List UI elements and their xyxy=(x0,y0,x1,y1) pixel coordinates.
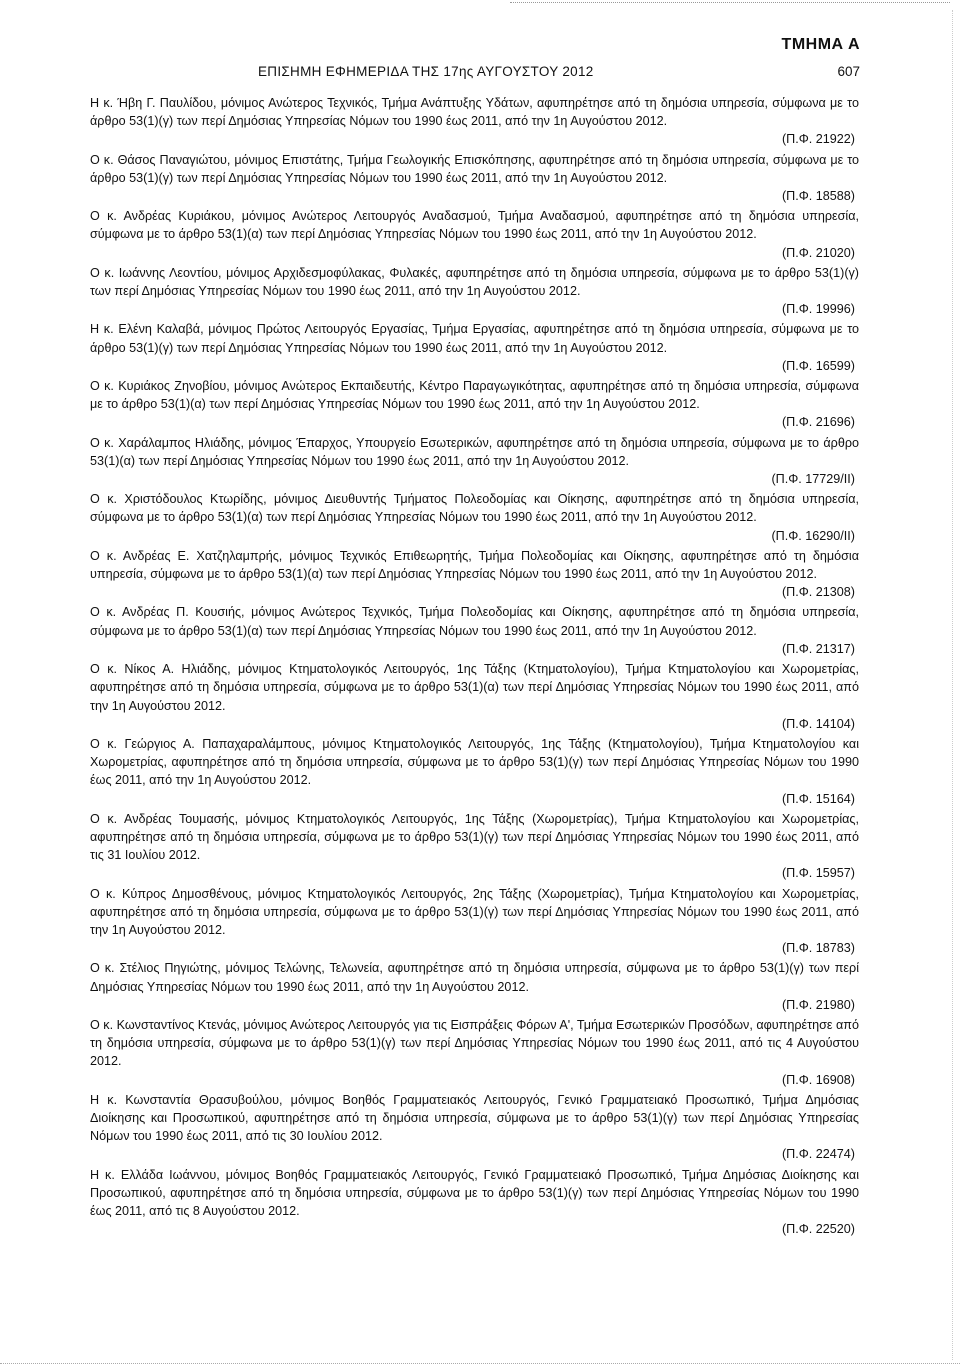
notice-text: Η κ. Κωνσταντία Θρασυβούλου, μόνιμος Βοηθός Γραμματειακός Λειτουργός, Γενικό Γραμματειακό Προσωπικό, Τμήμα Δημόσιας Διοίκησης και Προσωπικού, αφυπηρέτησε από τη δημόσια υπηρεσία, σύμφωνα με το άρθρο 53(1)(γ) των περί Δημόσιας Υπηρεσίας Νόμων του 1990 έως 2011, από τις 30 Ιουλίου 2012. xyxy=(90,1092,859,1144)
notice-entry xyxy=(90,603,859,658)
notice-text: Ο κ. Νίκος Α. Ηλιάδης, μόνιμος Κτηματολογικός Λειτουργός, 1ης Τάξης (Κτηματολογίου), Τμήμα Κτηματολογίου και Χωρομετρίας, αφυπηρέτησε από τη δημόσια υπηρεσία, σύμφωνα με το άρθρο 53(1)(α) των περί Δημόσιας Υπηρεσίας Νόμων του 1990 έως 2011, από την 1η Αυγούστου 2012. xyxy=(90,662,859,713)
file-reference: (Π.Φ. 16290/ΙΙ) xyxy=(771,528,855,543)
file-reference: (Π.Φ. 21696) xyxy=(781,415,855,430)
notice-entry xyxy=(90,959,859,1014)
notice-entry xyxy=(90,264,859,319)
notice-text: Η κ. Ελλάδα Ιωάννου, μόνιμος Βοηθός Γραμματειακός Λειτουργός, Γενικό Γραμματειακό Προσωπικό, Τμήμα Δημόσιας Διοίκησης και Προσωπικού, αφυπηρέτησε από τη δημόσια υπηρεσία, σύμφωνα με το άρθρο 53(1)(γ) των περί Δημόσιας Υπηρεσίας Νόμων του 1990 έως 2011, από τις 8 Αυγούστου 2012. xyxy=(90,1167,859,1218)
notice-entry xyxy=(90,94,859,149)
notice-text: Ο κ. Χαράλαμπος Ηλιάδης, μόνιμος Έπαρχος, Υπουργείο Εσωτερικών, αφυπηρέτησε από τη δημόσια υπηρεσία, σύμφωνα με το άρθρο 53(1)(α) των περί Δημόσιας Υπηρεσίας Νόμων του 1990 έως 2011, από την 1η Αυγούστου 2012. xyxy=(90,435,859,468)
file-reference: (Π.Φ. 19996) xyxy=(781,302,855,317)
page-number: 607 xyxy=(837,64,860,79)
scan-artifact-right xyxy=(952,10,955,1360)
file-reference: (Π.Φ. 18783) xyxy=(781,941,855,956)
notice-text: Ο κ. Κυριάκος Ζηνοβίου, μόνιμος Ανώτερος Εκπαιδευτής, Κέντρο Παραγωγικότητας, αφυπηρέτησε από τη δημόσια υπηρεσία, σύμφωνα με το άρθρο 53(1)(α) των περί Δημόσιας Υπηρεσίας Νόμων του 1990 έως 2011, από την 1η Αυγούστου 2012. xyxy=(90,379,859,412)
section-label: ΤΜΗΜΑ Α xyxy=(781,36,860,53)
file-reference: (Π.Φ. 15164) xyxy=(781,791,855,806)
file-reference: (Π.Φ. 22474) xyxy=(781,1147,855,1162)
file-reference: (Π.Φ. 16599) xyxy=(781,358,855,373)
file-reference: (Π.Φ. 18588) xyxy=(781,189,855,204)
notice-entry xyxy=(90,885,859,958)
file-reference: (Π.Φ. 21980) xyxy=(781,997,855,1012)
notice-text: Ο κ. Κύπρος Δημοσθένους, μόνιμος Κτηματολογικός Λειτουργός, 2ης Τάξης (Χωρομετρίας), Τμήμα Κτηματολογίου και Χωρομετρίας, αφυπηρέτησε από τη δημόσια υπηρεσία, σύμφωνα με το άρθρο 53(1)(γ) των περί Δημόσιας Υπηρεσίας Νόμων του 1990 έως 2011, από την 1η Αυγούστου 2012. xyxy=(90,886,859,937)
notice-text: Ο κ. Στέλιος Πηγιώτης, μόνιμος Τελώνης, Τελωνεία, αφυπηρέτησε από τη δημόσια υπηρεσία, σύμφωνα με το άρθρο 53(1)(γ) των περί Δημόσιας Υπηρεσίας Νόμων του 1990 έως 2011, από την 1η Αυγούστου 2012. xyxy=(90,961,859,994)
notice-text: Ο κ. Χριστόδουλος Κτωρίδης, μόνιμος Διευθυντής Τμήματος Πολεοδομίας και Οίκησης, αφυπηρέτησε από τη δημόσια υπηρεσία, σύμφωνα με το άρθρο 53(1)(α) των περί Δημόσιας Υπηρεσίας Νόμων του 1990 έως 2011, από την 1η Αυγούστου 2012. xyxy=(90,492,859,525)
file-reference: (Π.Φ. 21922) xyxy=(781,132,855,147)
retirement-notices xyxy=(90,94,859,1240)
notice-text: Ο κ. Γεώργιος Α. Παπαχαραλάμπους, μόνιμος Κτηματολογικός Λειτουργός, 1ης Τάξης (Κτηματολογίου), Τμήμα Κτηματολογίου και Χωρομετρίας, αφυπηρέτησε από τη δημόσια υπηρεσία, σύμφωνα με το άρθρο 53(1)(γ) των περί Δημόσιας Υπηρεσίας Νόμων του 1990 έως 2011, από την 1η Αυγούστου 2012. xyxy=(90,736,859,788)
notice-entry xyxy=(90,490,859,545)
notice-text: Ο κ. Κωνσταντίνος Κτενάς, μόνιμος Ανώτερος Λειτουργός για τις Εισπράξεις Φόρων Α', Τμήμα Εσωτερικών Προσόδων, αφυπηρέτησε από τη δημόσια υπηρεσία, σύμφωνα με το άρθρο 53(1)(γ) των περί Δημόσιας Υπηρεσίας Νόμων του 1990 έως 2011, από τις 4 Αυγούστου 2012. xyxy=(90,1017,859,1069)
page-header xyxy=(0,64,960,84)
notice-entry xyxy=(90,1016,859,1089)
scan-artifact-top xyxy=(510,2,950,6)
file-reference: (Π.Φ. 16908) xyxy=(781,1072,855,1087)
file-reference: (Π.Φ. 22520) xyxy=(781,1222,855,1237)
file-reference: (Π.Φ. 21020) xyxy=(781,245,855,260)
notice-entry xyxy=(90,151,859,206)
notice-entry xyxy=(90,1166,859,1239)
notice-text: Ο κ. Ανδρέας Κυριάκου, μόνιμος Ανώτερος Λειτουργός Αναδασμού, Τμήμα Αναδασμού, αφυπηρέτησε από τη δημόσια υπηρεσία, σύμφωνα με το άρθρο 53(1)(α) των περί Δημόσιας Υπηρεσίας Νόμων του 1990 έως 2011, από την 1η Αυγούστου 2012. xyxy=(90,209,859,242)
notice-text: Ο κ. Ανδρέας Ε. Χατζηλαμπρής, μόνιμος Τεχνικός Επιθεωρητής, Τμήμα Πολεοδομίας και Οίκησης, αφυπηρέτησε από τη δημόσια υπηρεσία, σύμφωνα με το άρθρο 53(1)(α) των περί Δημόσιας Υπηρεσίας Νόμων του 1990 έως 2011, από την 1η Αυγούστου 2012. xyxy=(90,548,859,582)
notice-text: Ο κ. Ανδρέας Π. Κουσιής, μόνιμος Ανώτερος Τεχνικός, Τμήμα Πολεοδομίας και Οίκησης, αφυπηρέτησε από τη δημόσια υπηρεσία, σύμφωνα με το άρθρο 53(1)(α) των περί Δημόσιας Υπηρεσίας Νόμων του 1990 έως 2011, από την 1η Αυγούστου 2012. xyxy=(90,605,859,638)
file-reference: (Π.Φ. 21317) xyxy=(781,641,855,656)
gazette-title: ΕΠΙΣΗΜΗ ΕΦΗΜΕΡΙΔΑ ΤΗΣ 17ης ΑΥΓΟΥΣΤΟΥ 2012 xyxy=(258,64,594,79)
notice-text: Ο κ. Ιωάννης Λεοντίου, μόνιμος Αρχιδεσμοφύλακας, Φυλακές, αφυπηρέτησε από τη δημόσια υπηρεσία, σύμφωνα με το άρθρο 53(1)(γ) των περί Δημόσιας Υπηρεσίας Νόμων του 1990 έως 2011, από την 1η Αυγούστου 2012. xyxy=(90,265,859,299)
notice-entry xyxy=(90,735,859,808)
file-reference: (Π.Φ. 17729/ΙΙ) xyxy=(771,472,855,487)
scan-artifact-bottom xyxy=(0,1363,960,1367)
notice-entry xyxy=(90,547,859,602)
file-reference: (Π.Φ. 21308) xyxy=(781,585,855,600)
notice-text: Η κ. Ελένη Καλαβά, μόνιμος Πρώτος Λειτουργός Εργασίας, Τμήμα Εργασίας, αφυπηρέτησε από τη δημόσια υπηρεσία, σύμφωνα με το άρθρο 53(1)(γ) των περί Δημόσιας Υπηρεσίας Νόμων του 1990 έως 2011, από την 1η Αυγούστου 2012. xyxy=(90,322,859,355)
file-reference: (Π.Φ. 15957) xyxy=(781,866,855,881)
notice-entry xyxy=(90,1091,859,1164)
notice-text: Η κ. Ήβη Γ. Παυλίδου, μόνιμος Ανώτερος Τεχνικός, Τμήμα Ανάπτυξης Υδάτων, αφυπηρέτησε από τη δημόσια υπηρεσία, σύμφωνα με το άρθρο 53(1)(γ) των περί Δημόσιας Υπηρεσίας Νόμων του 1990 έως 2011, από την 1η Αυγούστου 2012. xyxy=(90,96,859,129)
notice-text: Ο κ. Ανδρέας Τουμασής, μόνιμος Κτηματολογικός Λειτουργός, 1ης Τάξης (Χωρομετρίας), Τμήμα Κτηματολογίου και Χωρομετρίας, αφυπηρέτησε από τη δημόσια υπηρεσία, σύμφωνα με το άρθρο 53(1)(γ) των περί Δημόσιας Υπηρεσίας Νόμων του 1990 έως 2011, από τις 31 Ιουλίου 2012. xyxy=(90,811,859,863)
notice-entry xyxy=(90,377,859,432)
file-reference: (Π.Φ. 14104) xyxy=(781,716,855,731)
notice-entry xyxy=(90,434,859,489)
notice-entry xyxy=(90,320,859,375)
notice-entry xyxy=(90,660,859,733)
notice-entry xyxy=(90,810,859,883)
notice-text: Ο κ. Θάσος Παναγιώτου, μόνιμος Επιστάτης, Τμήμα Γεωλογικής Επισκόπησης, αφυπηρέτησε από τη δημόσια υπηρεσία, σύμφωνα με το άρθρο 53(1)(γ) των περί Δημόσιας Υπηρεσίας Νόμων του 1990 έως 2011, από την 1η Αυγούστου 2012. xyxy=(90,152,859,185)
notice-entry xyxy=(90,207,859,262)
